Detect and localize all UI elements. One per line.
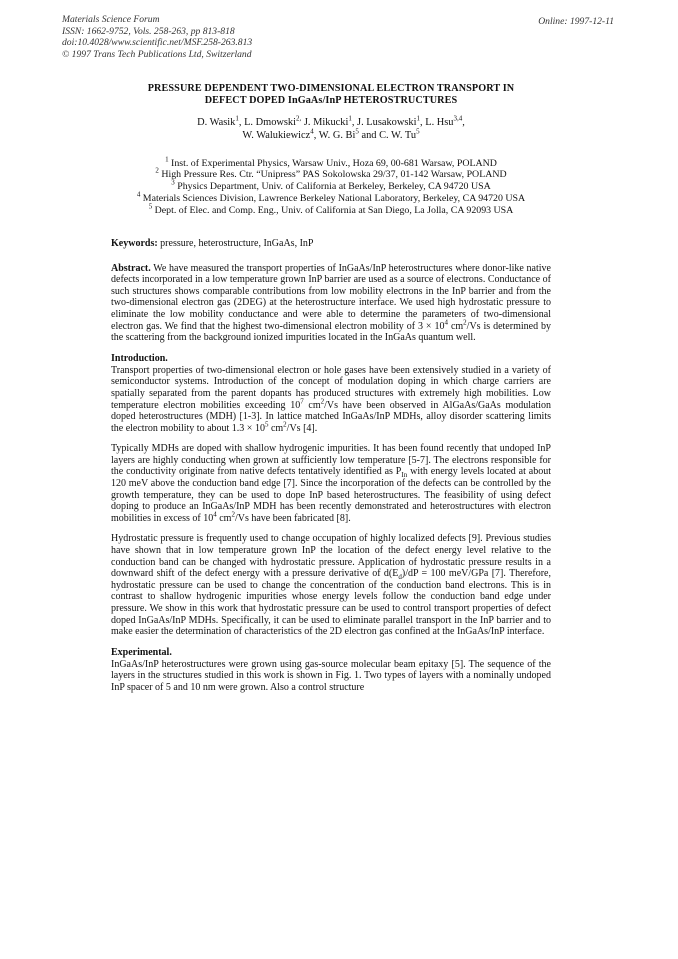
author-name: W. G. Bi [318,129,356,141]
intro-paragraph-3: Hydrostatic pressure is frequently used to change occupation of highly localized defects [9]. Previous studies have shown that in low temperature grown InP the location of the defect energy level relative to the conduction band can be changed with hydrostatic pressure. Application of hydrostatic pressure results in a downward shift of the defect energy with a pressure derivative of $d(E_d)/dP = 100$ meV/GPa [7]. Therefore, hydrostatic pressure can be used to change the concentration of the conduction band electrons. This is in contrast to shallow hydrogenic impurities whose energy levels follow the conduction band edge under pressure. We show in this work that hydrostatic pressure can be used to control transport properties of defect doped InGaAs/InP MDHs. Specifically, it can be used to eliminate parallel transport in the InP barrier and to make easier the determination of characteristics of the 2D electron gas confined at the InGaAs/InP interface. [111,533,551,638]
author-conjunction: and [361,129,377,141]
author-name: L. Hsu [425,116,454,128]
issn-line: ISSN: 1662-9752, Vols. 258-263, pp 813-818 [62,25,235,37]
keywords [111,238,551,250]
abstract-text: cm [448,320,464,332]
author-line-1: D. Wasik$^1$, L. Dmowski$^{2,}$ J. Mikucki$^1$, J. Lusakowski$^1$, L. Hsu$^{3,4}$, [197,114,465,128]
author-list [111,116,551,142]
exponent: 2 [463,318,467,327]
author-name: J. Lusakowski [357,116,417,128]
experimental-paragraph-1: InGaAs/InP heterostructures were grown using gas-source molecular beam epitaxy [5]. The sequence of the layers in the structures studied in this work is shown in Fig. 1. Two types of layers with a nominally undoped InP spacer of 5 and 10 nm were grown. Also a control structure [111,658,551,693]
affil-number: 5 [148,202,153,211]
paper-title [111,83,551,107]
author-name: W. Walukiewicz [242,129,311,141]
author-name: J. Mikucki [303,116,349,128]
journal-name: Materials Science Forum [62,14,160,25]
affiliation-5 [111,202,551,217]
title-line-1: PRESSURE DEPENDENT TWO-DIMENSIONAL ELECTRON TRANSPORT IN [147,83,515,94]
affil-text: Dept. of Elec. and Comp. Eng., Univ. of California at San Diego, La Jolla, CA 92093 USA [154,204,514,216]
affiliation-list [111,155,551,217]
author-affil-mark: 1 [416,114,421,123]
intro-paragraph-1: Transport properties of two-dimensional electron or hole gases have been extensively studied in a variety of semiconductor systems. Introduction of the concept of modulation doping in which charge carriers are spatially separated from the parent dopants has produced structures with extremely high mobilities. Low temperature electron mobilities exceeding $10^7$ $cm^2/Vs$ have been observed in AlGaAs/GaAs modulation doped heterostructures (MDH) [1-3]. In lattice matched InGaAs/InP MDHs, alloy disorder scattering limits the electron mobility to about $1.3 \times 10^5$ $cm^2/Vs$ [4]. [111,364,552,434]
affil-number: 1 [165,155,169,164]
author-name: C. W. Tu [379,129,417,141]
author-name: D. Wasik [197,116,236,128]
online-date: Online: 1997-12-11 [538,16,614,27]
copyright-line: © 1997 Trans Tech Publications Ltd, Switzerland [62,48,252,60]
introduction-heading: Introduction. [111,352,168,364]
abstract-text: /Vs is determined by the scattering from the background ionized impurities located in the InGaAs quantum well. [111,320,552,344]
author-line-2: W. Walukiewicz$^4$, W. G. Bi$^5$ and C. W. Tu$^5$ [242,127,420,141]
experimental-heading: Experimental. [111,646,172,658]
affil-number: 4 [136,190,141,199]
affil-text: High Pressure Res. Ctr. “Unipress” PAS Sokolowska 29/37, 01-142 Warsaw, POLAND [161,169,507,181]
affil-text: Physics Department, Univ. of California at Berkeley, Berkeley, CA 94720 USA [177,181,491,193]
affiliation-3 [111,178,551,193]
article-body [111,83,551,703]
author-affil-mark: 2, [296,114,302,123]
author-affil-mark: 5 [416,127,420,136]
title-line-2: DEFECT DOPED InGaAs/InP HETEROSTRUCTURES [204,94,458,106]
keywords-text: pressure, heterostructure, InGaAs, InP [160,237,314,249]
author-affil-mark: 1 [348,114,352,123]
author-affil-mark: 4 [310,127,314,136]
affiliation-2 [111,169,551,181]
affil-number: 2 [155,167,159,176]
affil-text: Inst. of Experimental Physics, Warsaw Univ., Hoza 69, 00-681 Warsaw, POLAND [171,157,497,169]
affil-number: 3 [171,178,175,187]
exponent: 4 [444,318,449,327]
affil-text: Materials Sciences Division, Lawrence Berkeley National Laboratory, Berkeley, CA 94720 USA [142,192,526,204]
author-affil-mark: 3,4 [453,114,463,123]
affiliation-4 [111,190,551,205]
author-affil-mark: 5 [355,127,359,136]
abstract [111,263,551,344]
journal-header [62,14,252,60]
affiliation-1 [111,155,551,170]
author-affil-mark: 1 [235,114,239,123]
abstract-label: Abstract. [111,262,151,274]
intro-paragraph-2: Typically MDHs are doped with shallow hydrogenic impurities. It has been found recently that undoped InP layers are highly conducting when grown at sufficiently low temperature [5-7]. The electrons responsible for the conductivity originate from native defects tentatively identified as $P_{In}$ with energy levels located at about 120 meV above the conduction band edge [7]. Since the incorporation of the defects can be controlled by the growth temperature, they can be used to dope InP based heterostructures. The feasibility of using defect doping to produce an InGaAs/InP MDH has been recently demonstrated and heterostructures with electron mobilities in excess of $10^4$ $cm^2/Vs$ have been fabricated [8]. [111,443,551,524]
author-name: L. Dmowski [244,116,297,128]
abstract-text: We have measured the transport properties of InGaAs/InP heterostructures where donor-like native defects incorporated in a low temperature grown InP barrier are used as a source of electrons. Conductance of such structures shows comparable contributions from low mobility electrons in the InP barrier and from the two-dimensional electron gas (2DEG) at the heterostructure interface. We used high hydrostatic pressure to eliminate the low mobility conductance and were able to determine the parameters of two-dimensional electron gas. We find that the highest two-dimensional electron mobility of 3 × 10 [111,262,551,332]
doi-line[interactable]: doi:10.4028/www.scientific.net/MSF.258-263.813 [62,37,253,49]
keywords-label: Keywords: [111,237,158,249]
